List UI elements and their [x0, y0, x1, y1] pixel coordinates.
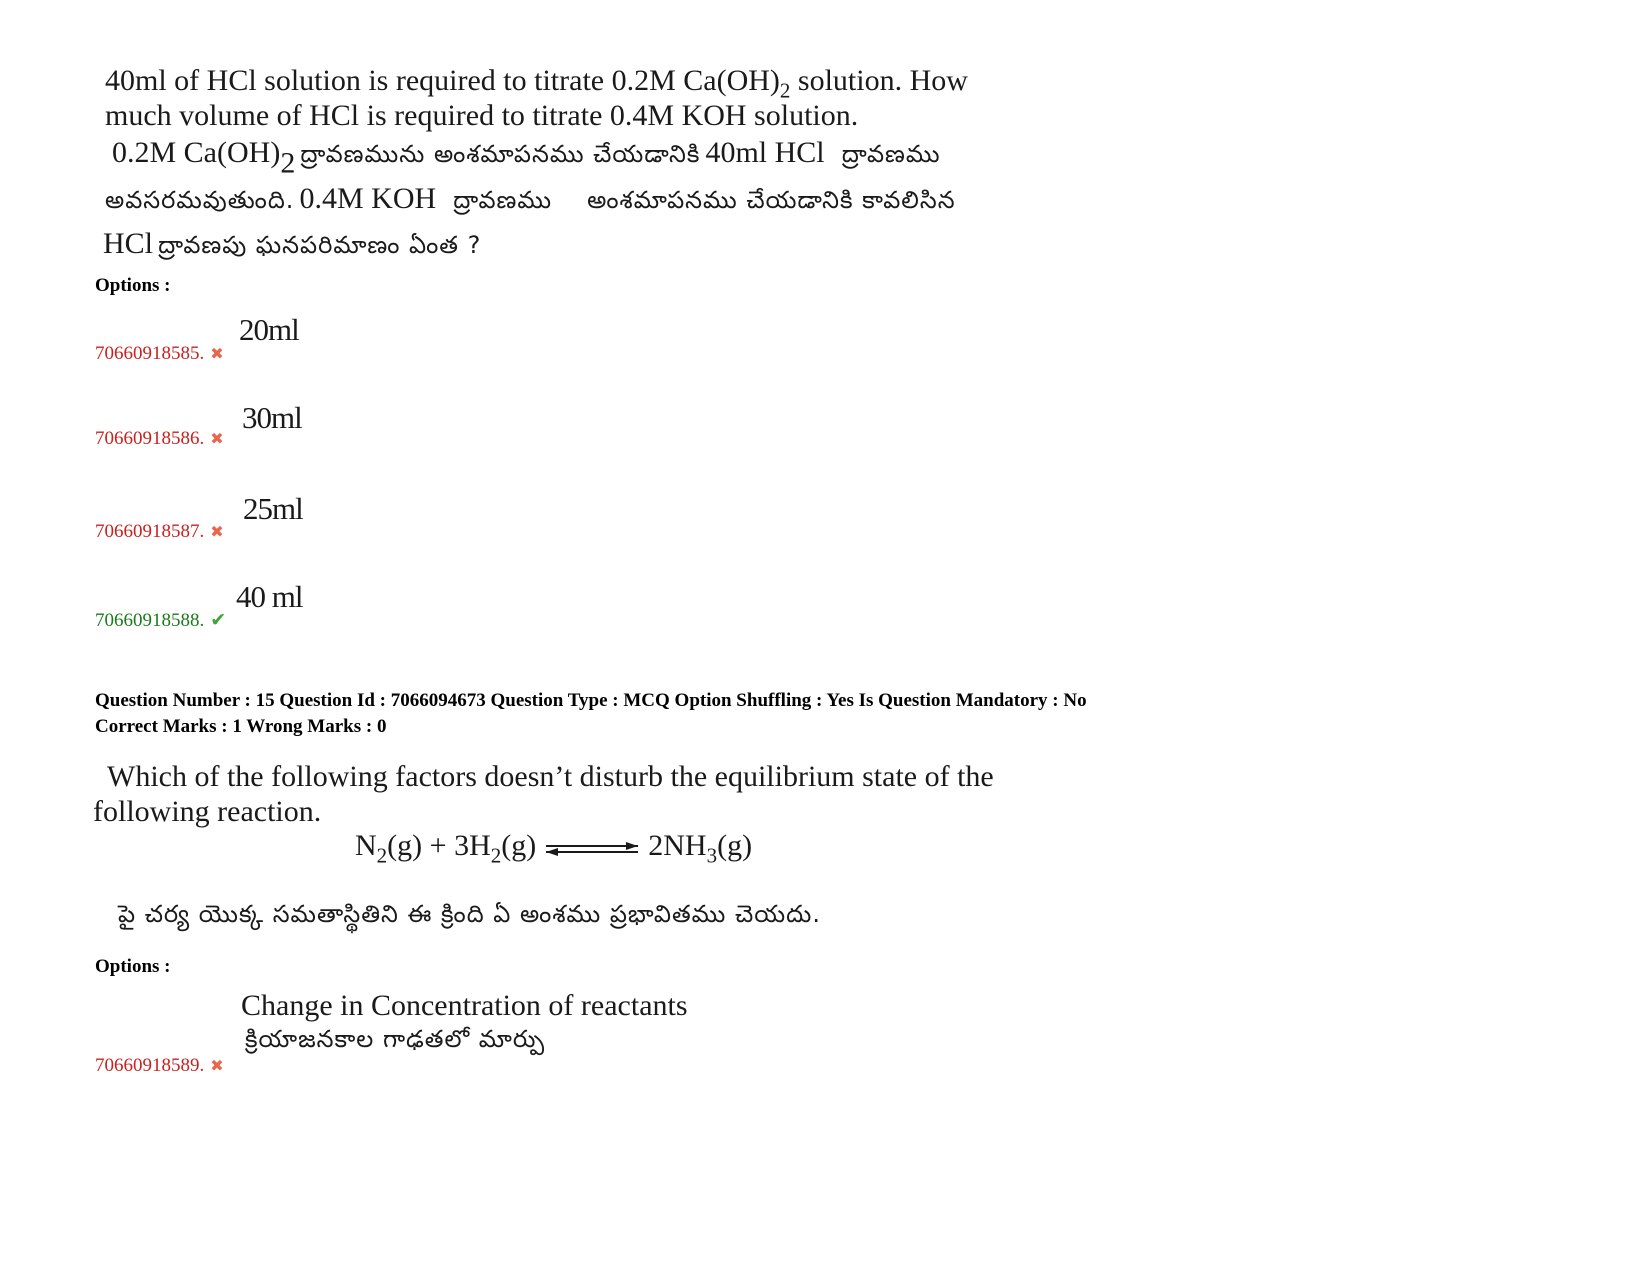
eq-sub: 3: [706, 843, 718, 868]
eq-part: 2NH: [648, 829, 707, 862]
option-id-text: 70660918588.: [95, 610, 205, 631]
reaction-equation: [355, 829, 752, 868]
q14-options-label: Options :: [95, 275, 171, 296]
check-mark-icon: ✔: [210, 609, 227, 631]
q15-meta-line2: Correct Marks : 1 Wrong Marks : 0: [95, 716, 387, 737]
q14-line1-sub: 2: [779, 78, 791, 103]
eq-part: (g): [717, 829, 753, 862]
option-id: [95, 428, 224, 450]
tel-text: ద్రావణమును అంశమాపనము చేయడానికి: [300, 140, 701, 168]
option-id-text: 70660918587.: [95, 521, 205, 542]
q15-options-label: Options :: [95, 956, 171, 977]
equilibrium-arrow-icon: [542, 831, 642, 865]
tel-formula: 40ml HCl: [705, 136, 825, 169]
option-text: 25ml: [243, 491, 303, 526]
eq-sub: 2: [376, 843, 388, 868]
q15-telugu-line: పై చర్య యొక్క సమతాస్థితిని ఈ క్రింది ఏ అంశము ప్రభావితము చెయదు.: [118, 900, 821, 928]
tel-text: ద్రావణము: [841, 140, 941, 168]
tel-formula: 0.4M KOH: [299, 182, 437, 215]
tel-text: ద్రావణపు ఘనపరిమాణం ఏంత ?: [158, 231, 482, 259]
option-id-text: 70660918586.: [95, 428, 205, 449]
cross-mark-icon: ✖: [210, 1056, 224, 1075]
option-text-en: Change in Concentration of reactants: [241, 989, 688, 1022]
option-id: [95, 343, 224, 365]
option-id: [95, 521, 224, 543]
option-id: [95, 609, 226, 632]
tel-formula-sub: 2: [280, 146, 296, 180]
tel-text: అవసరమవుతుంది.: [105, 186, 295, 214]
eq-sub: 2: [490, 843, 502, 868]
option-text: 30ml: [242, 400, 302, 435]
q15-meta-line1: Question Number : 15 Question Id : 7066094673 Question Type : MCQ Option Shuffling : Yes Is Question Mandatory : No: [95, 690, 1087, 711]
eq-part: (g): [501, 829, 537, 862]
option-id-text: 70660918589.: [95, 1055, 205, 1076]
cross-mark-icon: ✖: [210, 344, 224, 363]
q14-line1-part: solution. How: [790, 64, 968, 97]
q14-telugu-line2: [105, 181, 956, 220]
option-text: 20ml: [239, 312, 299, 347]
option-text: 40 ml: [236, 579, 303, 614]
tel-text: అంశమాపనము చేయడానికి కావలిసిన: [587, 186, 956, 214]
cross-mark-icon: ✖: [210, 429, 224, 448]
tel-text: ద్రావణము: [453, 186, 553, 214]
cross-mark-icon: ✖: [210, 522, 224, 541]
q15-text-line2: following reaction.: [93, 795, 322, 828]
tel-formula: 0.2M Ca(OH): [112, 136, 281, 169]
q14-line1-part: 40ml of HCl solution is required to titrate 0.2M Ca(OH): [105, 64, 780, 97]
q14-text-line2: much volume of HCl is required to titrate 0.4M KOH solution.: [105, 99, 859, 132]
tel-formula: HCl: [103, 227, 154, 260]
q15-text-line1: Which of the following factors doesn’t disturb the equilibrium state of the: [107, 760, 994, 793]
option-id-text: 70660918585.: [95, 343, 205, 364]
q14-telugu-line3: [103, 226, 481, 265]
option-id: [95, 1055, 224, 1077]
option-text-te: క్రియాజనకాల గాఢతలో మార్పు: [245, 1025, 546, 1053]
eq-part: N: [355, 829, 377, 862]
eq-part: (g) + 3H: [387, 829, 491, 862]
q14-telugu-line1: [112, 135, 941, 182]
